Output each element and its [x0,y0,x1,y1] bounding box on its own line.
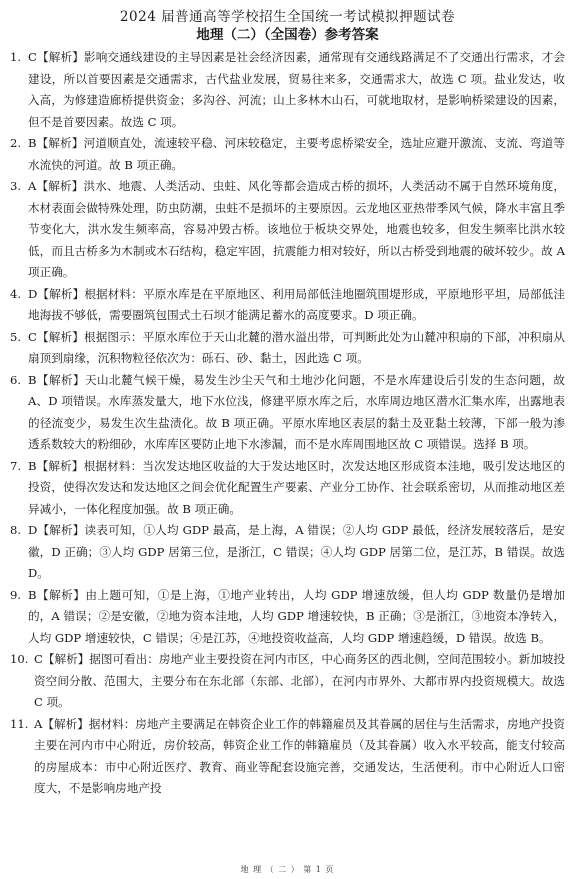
answer-item [10,370,565,456]
answer-text: B【解析】根据材料：当次发达地区收益的大于发达地区时，次发达地区形成资本洼地，吸引发达地区的投资，使得次发达和发达地区之间会优化配置生产要素、产业分工协作、社会联系密切，从而推动地区差异减小，一体化程度加强。故 B 项正确。 [28,458,565,516]
answer-text: D【解析】读表可知，①人均 GDP 最高，是上海，A 错误；②人均 GDP 最低，经济发展较落后，是安徽，D 正确；③人均 GDP 居第三位，是浙江，C 错误；④人均 GDP 居第二位，是江苏，B 错误。故选 D。 [28,523,565,580]
answer-item [10,176,565,284]
exam-title: 2024 届普通高等学校招生全国统一考试模拟押题试卷 [119,9,456,25]
answer-number: 3. [10,179,22,193]
answer-item [10,133,565,176]
answer-number: 8. [10,523,22,537]
answer-item [10,327,565,370]
answer-number: 1. [10,50,22,64]
answer-text: C【解析】根据图示：平原水库位于天山北麓的潜水溢出带，可判断此处为山麓冲积扇的下部，冲积扇从扇顶到扇缘，沉积物粒径依次为：砾石、砂、黏土，因此选 C 项。 [28,329,565,365]
answer-number: 5. [10,329,22,344]
answer-key-title: 地理（二）（全国卷）参考答案 [196,27,379,43]
answer-item [10,47,565,133]
answer-number: 11. [10,716,29,731]
answer-item [10,456,565,521]
answer-text: D【解析】根据材料：平原水库是在平原地区、利用局部低洼地圈筑围堤形成，平原地形平坦，局部低洼地海拔不够低，需要圈筑包围式土石坝才能满足蓄水的高度要求。D 项正确。 [28,286,565,322]
answer-number: 7. [10,458,22,473]
answer-text: C【解析】据图可看出：房地产业主要投资在河内市区，中心商务区的西北侧，空间范围较小。新加坡投资空间分散、范围大，主要分布在东北部（东部、北部），在河内市界外、大都市界内投资规模大。故选 C 项。 [34,652,565,709]
answer-number: 6. [10,372,22,387]
answer-text: B【解析】河道顺直处，流速较平稳、河床较稳定，主要考虑桥梁安全，选址应避开激流、支流、弯道等水流快的河道。故 B 项正确。 [28,136,565,172]
answer-item [10,649,565,714]
answer-text: B【解析】由上题可知，①是上海，①地产业转出，人均 GDP 增速放缓，但人均 GDP 数量仍是增加的，A 错误；②是安徽，②地为资本洼地，人均 GDP 增速较快，B 正确；③是浙江，③地资本净转入，人均 GDP 增速较快，C 错误；④是江苏，④地投资收益高，人均 GDP 增速趋缓，D 错误。故选 B。 [28,587,565,645]
answer-number: 9. [10,587,22,602]
answer-item [10,520,565,585]
answer-item [10,284,565,327]
page-footer: 地 理 （ 二 ） 第 1 页 [240,865,335,874]
answer-item [10,714,565,800]
answer-text: C【解析】影响交通线建设的主导因素是社会经济因素，通常现有交通线路满足不了交通出行需求，才会建设，所以首要因素是交通需求，古代盐业发展，贸易往来多，交通需求大，故选 C 项。盐业发达，收入高，为修建造廊桥提供资金；多沟谷、河流；山上多林木山石，可就地取材，是影响桥梁建设的因素，但不是首要因素。故选 C 项。 [28,50,565,129]
answer-text: A【解析】洪水、地震、人类活动、虫蛀、风化等都会造成古桥的损坏，人类活动不属于自然环境角度，木材表面会做特殊处理，防虫防潮，虫蛀不是损坏的主要原因。云龙地区亚热带季风气候，降水丰富且季节变化大，洪水发生频率高，容易冲毁古桥。该地位于板块交界处，地震也较多，但发生频率比洪水较低，而且古桥多为木制或木石结构，稳定牢固，抗震能力相对较好，所以古桥受到地震的破坏较少。故 A 项正确。 [28,179,565,279]
answer-item [10,585,565,650]
answer-number: 10. [10,652,29,666]
answer-number: 2. [10,136,22,150]
answer-text: A【解析】据材料：房地产主要满足在韩资企业工作的韩籍雇员及其眷属的居住与生活需求，房地产投资主要在河内市中心附近，房价较高，韩资企业工作的韩籍雇员（及其眷属）收入水平较高，能支付较高的房屋成本：市中心附近医疗、教育、商业等配套设施完善，交通发达，生活便利。市中心附近人口密度大，不是影响房地产投 [34,716,565,795]
answer-text: B【解析】天山北麓气候干燥，易发生沙尘天气和土地沙化问题，不是水库建设后引发的生态问题，故 A、D 项错误。水库蒸发量大，地下水位浅，修建平原水库之后，水库周边地区潜水汇集水库，出露地表的径流变少，易发生次生盐渍化。故 B 项正确。平原水库地区表层的黏土及亚黏土较薄，下部一般为渗透系数较大的粉细砂，水库库区要防止地下水渗漏，而不是水库周围地区故 C 项错误。选择 B 项。 [28,372,565,451]
answer-number: 4. [10,286,22,301]
